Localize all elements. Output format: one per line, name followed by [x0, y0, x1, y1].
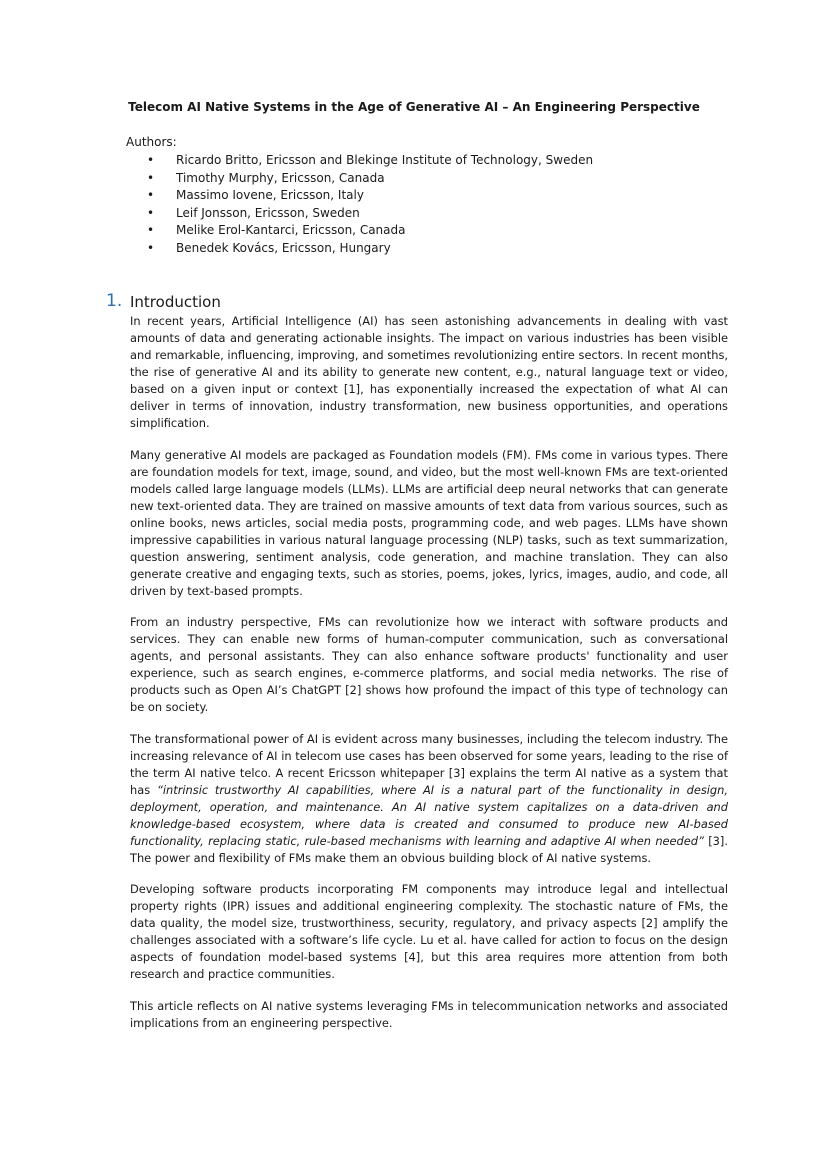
paragraph	[130, 731, 728, 867]
paragraph: Developing software products incorporating FM components may introduce legal and intellectual property rights (IPR) issues and additional engineering complexity. The stochastic nature of FMs, the data quality, the model size, trustworthiness, security, regulatory, and privacy aspects [2] amplify the challenges associated with a software’s life cycle. Lu et al. have called for action to focus on the design aspects of foundation model-based systems [4], but this area requires more attention from both research and practice communities.	[130, 882, 728, 981]
section-body	[130, 313, 728, 1046]
author-item: • Ricardo Britto, Ericsson and Blekinge Institute of Technology, Sweden	[126, 152, 593, 170]
author-item: • Leif Jonsson, Ericsson, Sweden	[126, 205, 593, 223]
paragraph: This article reflects on AI native systems leveraging FMs in telecommunication networks and associated implications from an engineering perspective.	[130, 998, 728, 1030]
authors-label: Authors:	[126, 135, 177, 149]
author-item: • Massimo Iovene, Ericsson, Italy	[126, 187, 593, 205]
paragraph: In recent years, Artificial Intelligence (AI) has seen astonishing advancements in dealing with vast amounts of data and generating actionable insights. The impact on various industries has been visible and remarkable, influencing, improving, and sometimes revolutionizing entire sectors. In recent months, the rise of generative AI and its ability to generate new content, e.g., natural language text or video, based on a given input or context [1], has exponentially increased the expectation of what AI can deliver in terms of innovation, industry transformation, new business opportunities, and operations simplification.	[130, 314, 728, 430]
author-item: • Timothy Murphy, Ericsson, Canada	[126, 170, 593, 188]
paragraph-text: The transformational power of AI is evident across many businesses, including the telecom industry. The increasing relevance of AI in telecom use cases has been observed for some years, leading to the rise of the term AI native telco. A recent Ericsson whitepaper [3] explains the term AI native as a system that has	[130, 731, 728, 797]
author-item: • Melike Erol-Kantarci, Ericsson, Canada	[126, 222, 593, 240]
section-number: 1.	[106, 291, 123, 311]
paragraph: From an industry perspective, FMs can revolutionize how we interact with software products and services. They can enable new forms of human-computer communication, such as conversational agents, and personal assistants. They can also enhance software products' functionality and user experience, such as search engines, e-commerce platforms, and social media networks. The rise of products such as Open AI’s ChatGPT [2] shows how profound the impact of this type of technology can be on society.	[130, 615, 728, 714]
paper-title: Telecom AI Native Systems in the Age of Generative AI – An Engineering Perspective	[128, 100, 700, 114]
paragraph-text: [3]. The power and flexibility of FMs make them an obvious building block of AI native systems.	[130, 833, 728, 865]
section-title: Introduction	[130, 293, 221, 311]
author-item: • Benedek Kovács, Ericsson, Hungary	[126, 240, 593, 258]
quoted-definition: “intrinsic trustworthy AI capabilities, where AI is a natural part of the functionality in design, deployment, operation, and maintenance. An AI native system capitalizes on a data-driven and knowledge-based ecosystem, where data is created and consumed to produce new AI-based functionality, replacing static, rule-based mechanisms with learning and adaptive AI when needed”	[130, 782, 728, 848]
author-list	[126, 152, 593, 257]
paragraph: Many generative AI models are packaged as Foundation models (FM). FMs come in various types. There are foundation models for text, image, sound, and video, but the most well-known FMs are text-oriented models called large language models (LLMs). LLMs are artificial deep neural networks that can generate new text-oriented data. They are trained on massive amounts of text data from various sources, such as online books, news articles, social media posts, programming code, and web pages. LLMs have shown impressive capabilities in various natural language processing (NLP) tasks, such as text summarization, question answering, sentiment analysis, code generation, and machine translation. They can also generate creative and engaging texts, such as stories, poems, jokes, lyrics, images, audio, and code, all driven by text-based prompts.	[130, 447, 728, 598]
